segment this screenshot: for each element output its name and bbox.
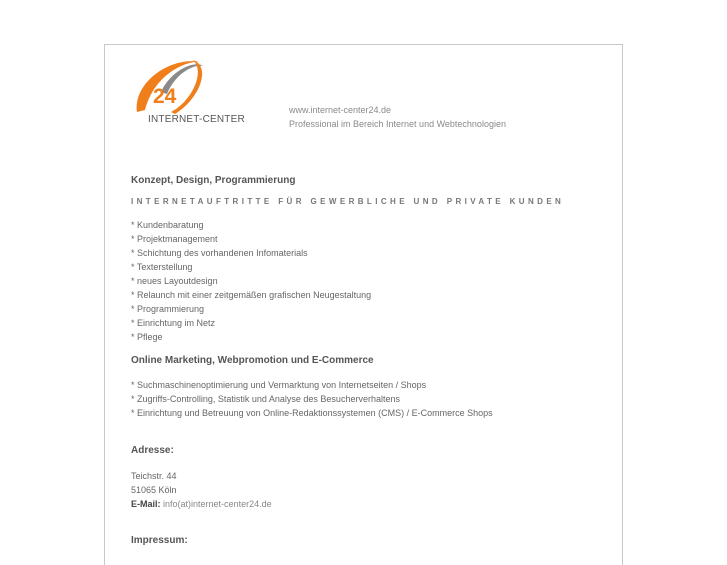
address-email-line — [131, 497, 272, 511]
header-tagline — [289, 103, 506, 131]
logo-text: INTERNET-CENTER — [148, 114, 245, 125]
list-item: * Texterstellung — [131, 262, 193, 272]
list-item: * Einrichtung im Netz — [131, 318, 216, 328]
logo-number: 24 — [153, 85, 177, 108]
address-street: Teichstr. 44 — [131, 471, 177, 481]
email-link[interactable]: info(at)internet-center24.de — [163, 499, 272, 509]
section2-title: Online Marketing, Webpromotion und E-Commerce — [131, 355, 374, 366]
list-item: * neues Layoutdesign — [131, 276, 218, 286]
marketing-list — [131, 378, 493, 420]
slogan: Professional im Bereich Internet und Webtechnologien — [289, 119, 506, 129]
list-item: * Relaunch mit einer zeitgemäßen grafischen Neugestaltung — [131, 290, 372, 300]
list-item: * Projektmanagement — [131, 234, 218, 244]
address-title: Adresse: — [131, 445, 174, 456]
address-block — [131, 469, 272, 511]
email-label: E-Mail: — [131, 499, 161, 509]
impressum-title: Impressum: — [131, 535, 188, 546]
list-item: * Suchmaschinenoptimierung und Vermarktung von Internetseiten / Shops — [131, 380, 427, 390]
site-url-link[interactable]: www.internet-center24.de — [289, 105, 392, 115]
list-item: * Pflege — [131, 332, 163, 342]
list-item: * Programmierung — [131, 304, 205, 314]
services-list — [131, 218, 371, 344]
list-item: * Kundenbaratung — [131, 220, 204, 230]
section1-subtitle: INTERNETAUFTRITTE FÜR GEWERBLICHE UND PRIVATE KUNDEN — [131, 197, 565, 206]
list-item: * Schichtung des vorhandenen Infomaterials — [131, 248, 308, 258]
list-item: * Einrichtung und Betreuung von Online-Redaktionssystemen (CMS) / E-Commerce Shops — [131, 408, 493, 418]
list-item: * Zugriffs-Controlling, Statistik und Analyse des Besucherverhaltens — [131, 394, 400, 404]
address-city: 51065 Köln — [131, 485, 177, 495]
section1-title: Konzept, Design, Programmierung — [131, 175, 296, 186]
